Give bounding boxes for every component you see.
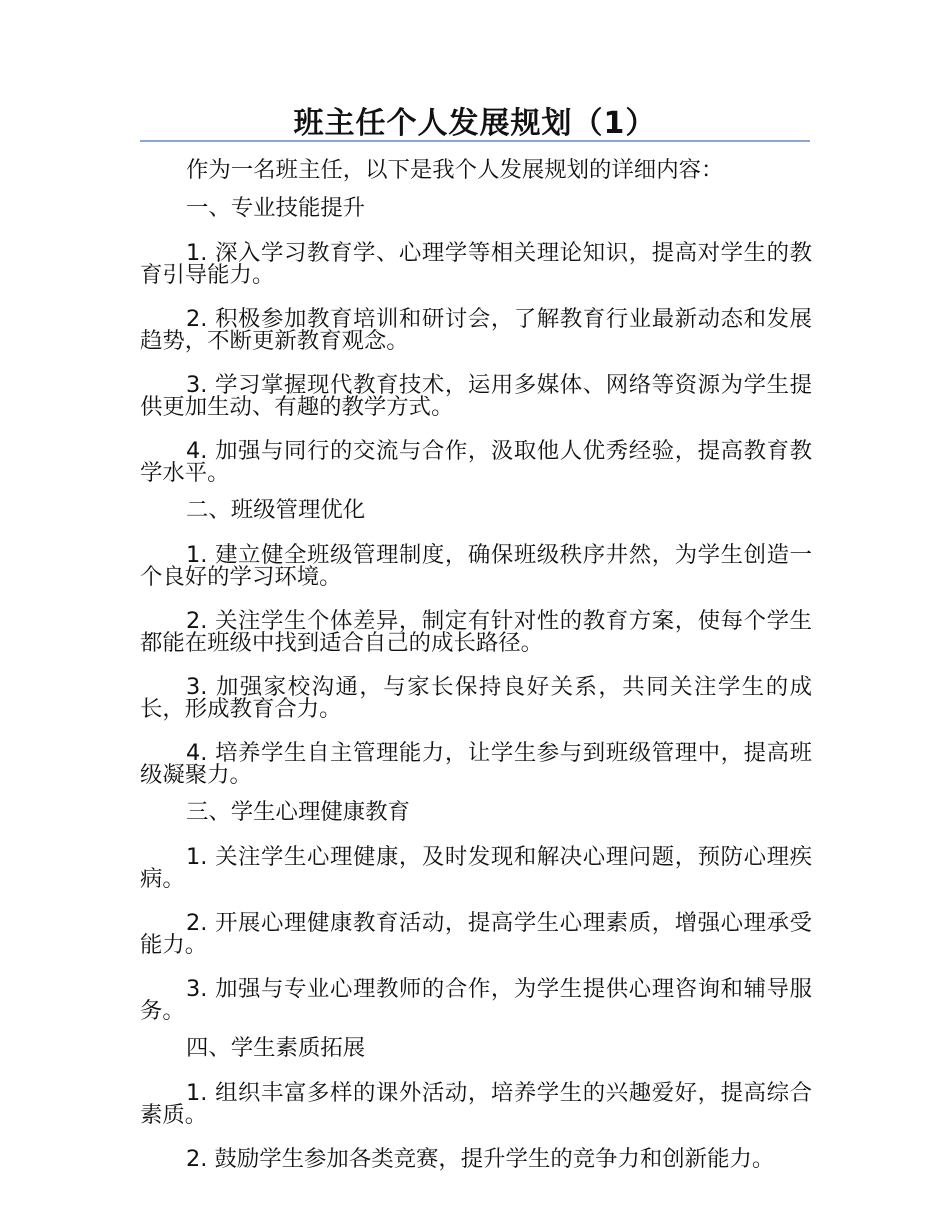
list-item: 3. 加强与专业心理教师的合作，为学生提供心理咨询和辅导服务。	[140, 976, 812, 1024]
list-item: 2. 积极参加教育培训和研讨会，了解教育行业最新动态和发展趋势，不断更新教育观念。	[140, 306, 812, 354]
list-item: 1. 深入学习教育学、心理学等相关理论知识，提高对学生的教育引导能力。	[140, 240, 812, 288]
section-heading: 一、专业技能提升	[186, 195, 366, 221]
section-heading: 三、学生心理健康教育	[186, 799, 410, 825]
intro-paragraph: 作为一名班主任，以下是我个人发展规划的详细内容：	[186, 157, 724, 183]
list-item: 4. 加强与同行的交流与合作，汲取他人优秀经验，提高教育教学水平。	[140, 438, 812, 486]
document-body	[140, 152, 812, 1178]
section-heading: 四、学生素质拓展	[186, 1035, 366, 1061]
list-item: 1. 组织丰富多样的课外活动，培养学生的兴趣爱好，提高综合素质。	[140, 1080, 812, 1128]
list-item: 2. 关注学生个体差异，制定有针对性的教育方案，使每个学生都能在班级中找到适合自己的成长路径。	[140, 608, 812, 656]
list-item: 3. 学习掌握现代教育技术，运用多媒体、网络等资源为学生提供更加生动、有趣的教学方式。	[140, 372, 812, 420]
section-heading: 二、班级管理优化	[186, 497, 366, 523]
list-item: 2. 鼓励学生参加各类竞赛，提升学生的竞争力和创新能力。	[186, 1146, 775, 1172]
list-item: 2. 开展心理健康教育活动，提高学生心理素质，增强心理承受能力。	[140, 910, 812, 958]
title-underline	[140, 140, 810, 142]
list-item: 3. 加强家校沟通，与家长保持良好关系，共同关注学生的成长，形成教育合力。	[140, 674, 812, 722]
list-item: 1. 关注学生心理健康，及时发现和解决心理问题，预防心理疾病。	[140, 844, 812, 892]
document-title: 班主任个人发展规划（1）	[293, 106, 657, 141]
list-item: 1. 建立健全班级管理制度，确保班级秩序井然，为学生创造一个良好的学习环境。	[140, 542, 812, 590]
list-item: 4. 培养学生自主管理能力，让学生参与到班级管理中，提高班级凝聚力。	[140, 740, 812, 788]
